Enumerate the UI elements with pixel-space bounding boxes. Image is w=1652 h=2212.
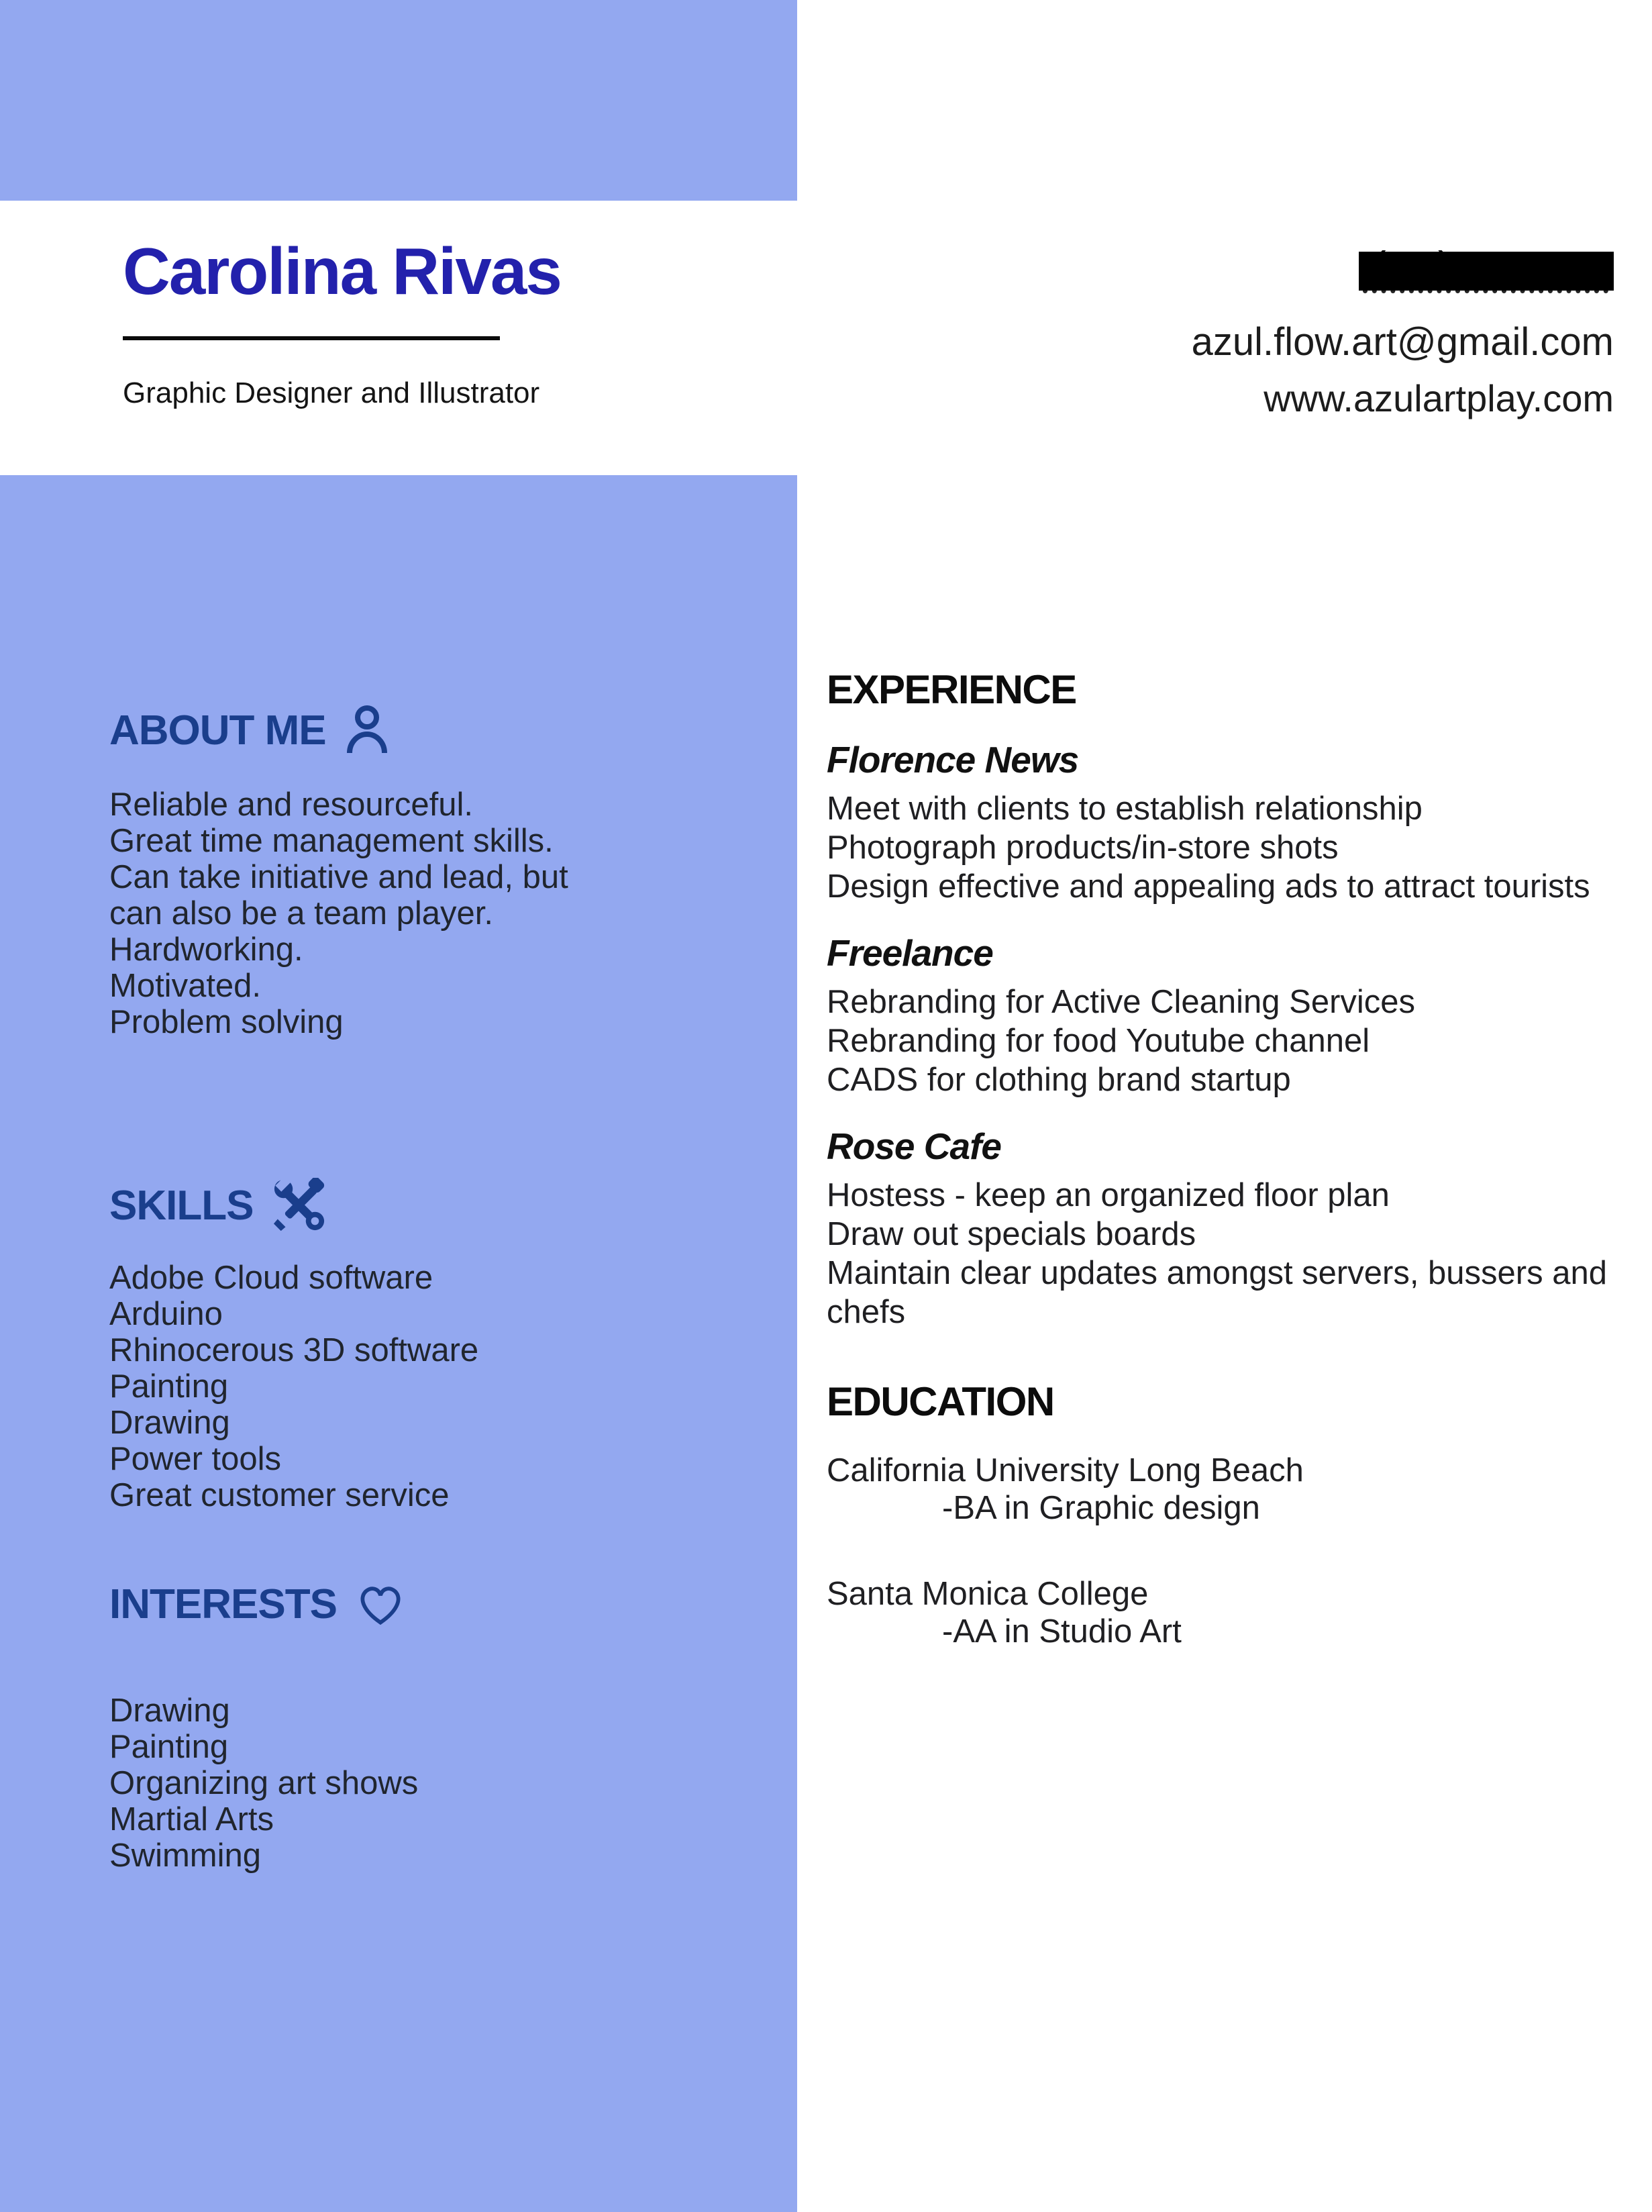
title-underline	[123, 336, 500, 340]
about-heading-row	[109, 705, 757, 756]
contact-block	[1192, 243, 1614, 420]
job-duty-list	[827, 1176, 1641, 1331]
job-duty: Meet with clients to establish relationship	[827, 791, 1423, 827]
job-title: Rose Cafe	[827, 1125, 1001, 1167]
school-degree: -AA in Studio Art	[942, 1613, 1182, 1650]
email-link[interactable]: azul.flow.art@gmail.com	[1191, 320, 1614, 364]
about-line: can also be a team player.	[109, 895, 494, 932]
interest-item: Swimming	[109, 1838, 261, 1874]
job-duty: Design effective and appealing ads to attract tourists	[827, 868, 1590, 905]
about-section	[109, 705, 757, 1040]
education-section	[827, 1378, 1641, 1650]
interest-item: Organizing art shows	[109, 1765, 419, 1801]
skill-item: Adobe Cloud software	[109, 1260, 433, 1296]
education-body	[827, 1452, 1641, 1650]
about-line: Problem solving	[109, 1004, 344, 1040]
job-duty: Rebranding for Active Cleaning Services	[827, 984, 1416, 1020]
experience-section	[827, 666, 1641, 1331]
job-duty: Hostess - keep an organized floor plan	[827, 1177, 1390, 1213]
about-line: Can take initiative and lead, but	[109, 859, 568, 895]
job-subtitle: Graphic Designer and Illustrator	[123, 376, 540, 409]
phone-redacted-line	[1359, 243, 1614, 301]
skill-item: Arduino	[109, 1296, 223, 1332]
skills-section	[109, 1178, 757, 1513]
person-icon	[345, 705, 389, 756]
main-column	[827, 666, 1641, 1650]
job-duty: Maintain clear updates amongst servers, bussers and chefs	[827, 1255, 1607, 1330]
about-line: Motivated.	[109, 968, 262, 1004]
page-title: Carolina Rivas	[123, 234, 561, 308]
job-title: Freelance	[827, 932, 993, 974]
about-line: Hardworking.	[109, 932, 303, 968]
skill-item: Power tools	[109, 1441, 282, 1477]
about-line: Great time management skills.	[109, 823, 554, 859]
education-school	[827, 1575, 1641, 1650]
education-heading: EDUCATION	[827, 1379, 1054, 1424]
interest-item: Martial Arts	[109, 1801, 274, 1838]
experience-job	[827, 1125, 1641, 1331]
website-link[interactable]: www.azulartplay.com	[1263, 377, 1614, 419]
interest-item: Drawing	[109, 1693, 230, 1729]
job-duty-list	[827, 983, 1641, 1099]
experience-job	[827, 932, 1641, 1099]
school-name: California University Long Beach	[827, 1452, 1304, 1489]
phone-redaction-bar	[1359, 252, 1614, 291]
skills-heading: SKILLS	[109, 1182, 254, 1229]
job-duty: Draw out specials boards	[827, 1216, 1196, 1252]
experience-job	[827, 738, 1641, 906]
sidebar	[109, 705, 757, 1874]
school-degree: -BA in Graphic design	[942, 1490, 1260, 1526]
job-title: Florence News	[827, 739, 1079, 781]
email-line	[1192, 319, 1614, 364]
interests-heading: INTERESTS	[109, 1581, 337, 1627]
skills-list	[109, 1260, 757, 1513]
heart-icon	[356, 1581, 405, 1628]
education-school	[827, 1452, 1641, 1527]
interests-section	[109, 1580, 757, 1874]
top-accent-band	[0, 0, 797, 201]
skill-item: Rhinocerous 3D software	[109, 1332, 479, 1368]
job-duty: CADS for clothing brand startup	[827, 1062, 1291, 1098]
website-line	[1192, 376, 1614, 420]
job-duty: Photograph products/in-store shots	[827, 830, 1339, 866]
job-duty: Rebranding for food Youtube channel	[827, 1023, 1370, 1059]
skill-item: Drawing	[109, 1405, 230, 1441]
skills-heading-row	[109, 1178, 757, 1233]
interests-list	[109, 1693, 757, 1874]
header-identity	[123, 234, 561, 410]
about-list	[109, 787, 757, 1040]
interests-heading-row	[109, 1580, 757, 1628]
job-duty-list	[827, 789, 1641, 906]
skill-item: Great customer service	[109, 1477, 450, 1513]
about-line: Reliable and resourceful.	[109, 787, 474, 823]
experience-heading: EXPERIENCE	[827, 667, 1076, 712]
tools-icon	[272, 1178, 327, 1233]
skill-item: Painting	[109, 1368, 229, 1405]
school-name: Santa Monica College	[827, 1576, 1149, 1612]
about-heading: ABOUT ME	[109, 707, 326, 754]
interest-item: Painting	[109, 1729, 229, 1765]
phone-digit-hints	[1363, 289, 1608, 293]
